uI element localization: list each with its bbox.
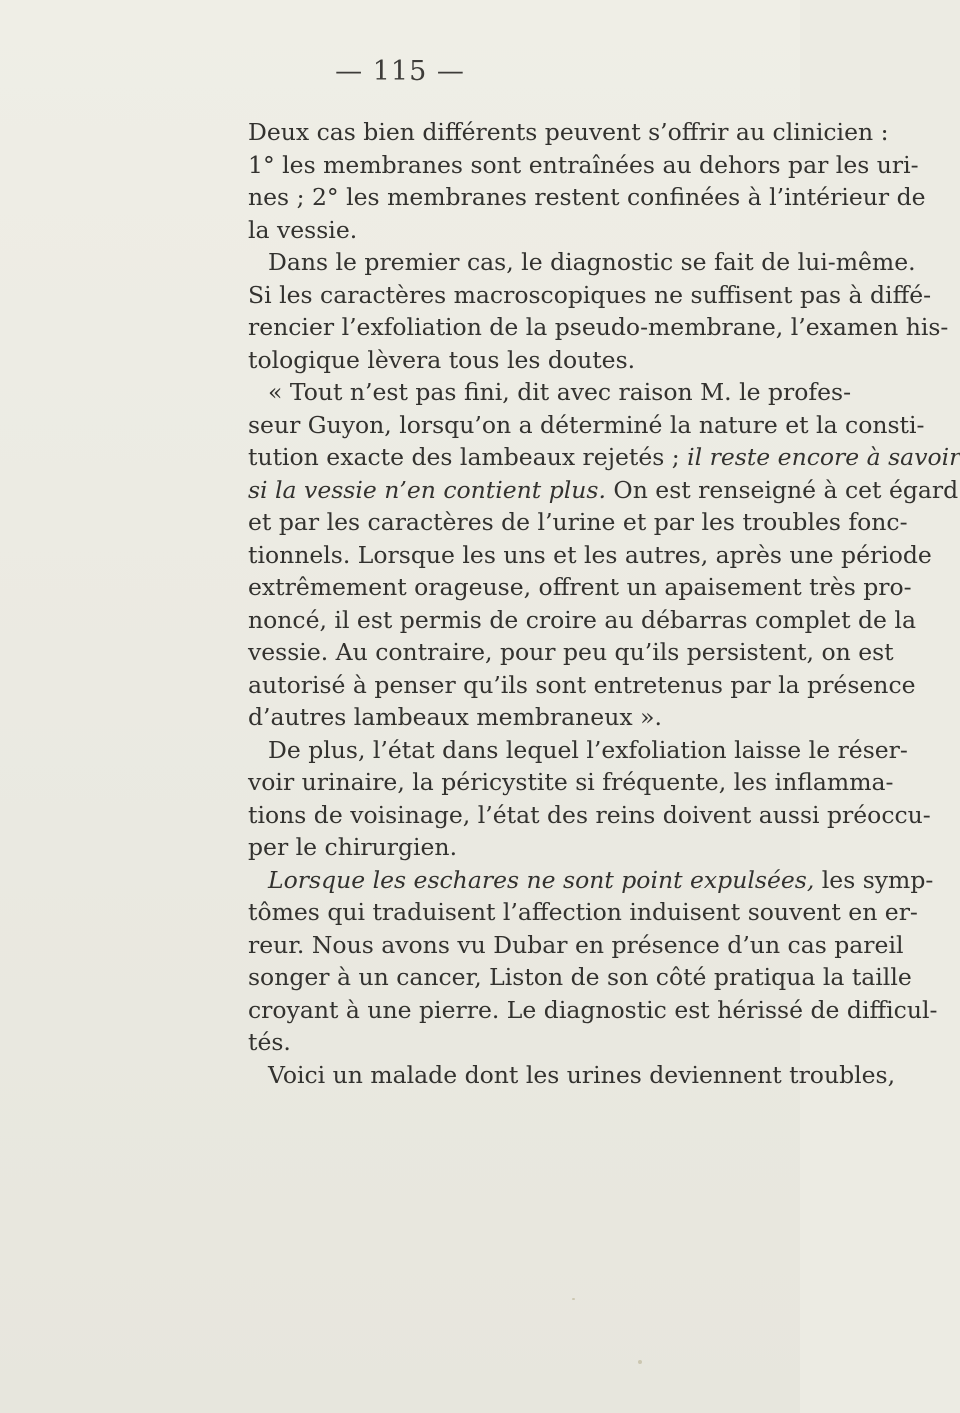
italic-text: il reste encore à savoir [687, 443, 960, 471]
text-line [248, 116, 889, 149]
text-run: d’autres lambeaux membraneux ». [248, 703, 662, 731]
text-line [248, 929, 904, 962]
text-run: les symp- [814, 865, 934, 894]
text-line [248, 506, 908, 539]
italic-text: Lorsque les eschares ne sont point expulsées, [268, 865, 815, 894]
text-line [248, 311, 949, 344]
text-run: tionnels. Lorsque les uns et les autres, après une période [248, 540, 932, 569]
text-line [248, 669, 916, 702]
text-run: et par les caractères de l’urine et par les troubles fonc- [248, 508, 908, 536]
text-line [248, 831, 768, 864]
text-run: Deux cas bien différents peuvent s’offrir au clinicien : [248, 118, 889, 146]
text-line [248, 961, 912, 994]
text-run: tions de voisinage, l’état des reins doivent aussi préoccu- [248, 800, 931, 829]
text-run: autorisé à penser qu’ils sont entretenus par la présence [248, 670, 916, 699]
text-run: tologique lèvera tous les doutes. [248, 345, 636, 374]
text-run: « Tout n’est pas fini, dit avec raison M. le profes- [268, 378, 852, 406]
paper-speck [572, 1298, 575, 1300]
text-run: voir urinaire, la péricystite si fréquente, les inflamma- [248, 768, 894, 796]
text-line [248, 1026, 768, 1059]
text-run: rencier l’exfoliation de la pseudo-membrane, l’examen his- [248, 313, 949, 341]
text-run: la vessie. [248, 215, 358, 244]
text-run: De plus, l’état dans lequel l’exfoliation laisse le réser- [268, 735, 908, 764]
text-run: tés. [248, 1028, 291, 1056]
text-line [248, 279, 932, 312]
text-run: Si les caractères macroscopiques ne suffisent pas à diffé- [248, 280, 932, 309]
text-line [248, 409, 925, 442]
text-run: songer à un cancer, Liston de son côté pratiqua la taille [248, 963, 912, 991]
text-run: Voici un malade dont les urines deviennent troubles, [268, 1060, 896, 1089]
body-text [248, 116, 960, 1091]
text-line [248, 474, 959, 507]
text-run: reur. Nous avons vu Dubar en présence d’un cas pareil [248, 930, 904, 959]
text-line [248, 896, 918, 929]
text-run: nes ; 2° les membranes restent confinées à l’intérieur de [248, 183, 926, 211]
text-run: tution exacte des lambeaux rejetés ; [248, 443, 688, 471]
page-number: — 115 — [335, 56, 465, 87]
paper-speck [638, 1360, 642, 1364]
text-line [248, 441, 960, 474]
text-run: On est renseigné à cet égard [605, 475, 959, 504]
text-line [248, 994, 938, 1027]
text-run: 1° les membranes sont entraînées au dehors par les uri- [248, 150, 919, 179]
text-line [248, 734, 908, 767]
text-line [248, 766, 894, 799]
text-line [248, 799, 931, 832]
text-line [248, 636, 894, 669]
text-run: extrêmement orageuse, offrent un apaisement très pro- [248, 573, 912, 601]
text-line [248, 1059, 896, 1092]
text-line [248, 701, 768, 734]
text-run: croyant à une pierre. Le diagnostic est hérissé de difficul- [248, 995, 938, 1024]
text-run: per le chirurgien. [248, 833, 458, 861]
text-line [248, 571, 912, 604]
text-line [248, 864, 934, 897]
text-run: Dans le premier cas, le diagnostic se fait de lui-même. [268, 248, 916, 276]
text-run: noncé, il est permis de croire au débarras complet de la [248, 605, 916, 634]
text-line [248, 149, 919, 182]
italic-text: si la vessie n’en contient plus. [248, 475, 606, 504]
text-run: tômes qui traduisent l’affection induisent souvent en er- [248, 898, 918, 926]
text-line [248, 246, 916, 279]
text-line [248, 539, 932, 572]
text-line [248, 344, 768, 377]
text-run: seur Guyon, lorsqu’on a déterminé la nature et la consti- [248, 410, 925, 439]
text-line [248, 214, 768, 247]
text-line [248, 604, 916, 637]
text-line [248, 376, 852, 409]
text-line [248, 181, 926, 214]
text-run: vessie. Au contraire, pour peu qu’ils persistent, on est [248, 638, 894, 666]
